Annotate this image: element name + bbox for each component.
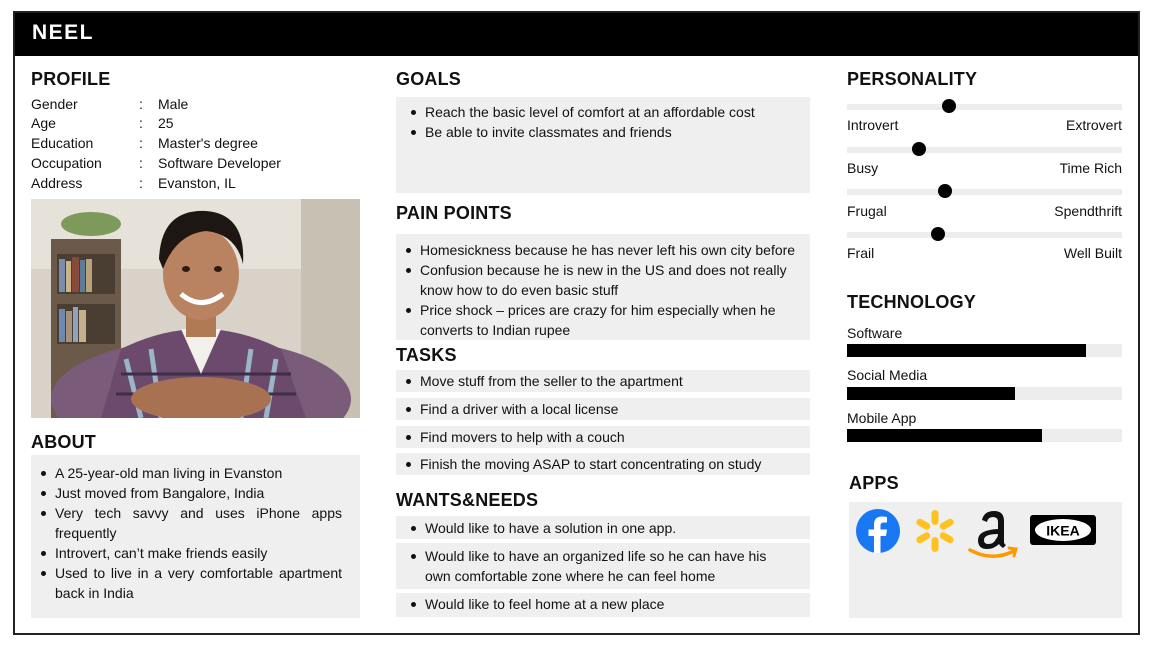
list-item: Be able to invite classmates and friends [401,122,810,142]
persona-photo [31,199,360,418]
task-item [396,426,810,448]
personality-title: PERSONALITY [847,69,978,89]
profile-key: Gender [31,96,78,112]
personality-slider [847,232,1122,238]
pain-points-list [396,234,810,340]
wants-item [396,593,810,617]
list-item: Introvert, can’t make friends easily [31,543,346,563]
tech-label: Mobile App [847,410,917,426]
tech-label: Software [847,325,903,341]
profile-title: PROFILE [31,69,111,89]
trait-left-label: Busy [847,160,879,176]
trait-left-label: Introvert [847,117,899,133]
slider-knob [931,227,945,241]
list-item: Would like to have an organized life so he can have his own comfortable zone where he can feel home [401,546,790,586]
wants-needs-title: WANTS&NEEDS [396,490,539,510]
task-item [396,453,810,475]
profile-sep: : [139,155,143,171]
list-item: Confusion because he is new in the US and does not really know how to do even basic stuff [396,260,810,300]
list-item: Homesickness because he has never left his own city before [396,240,810,260]
amazon-icon [966,506,1022,562]
profile-key: Education [31,135,94,151]
walmart-icon [912,508,958,554]
task-item [396,370,810,392]
list-item: Move stuff from the seller to the apartment [396,371,810,391]
tech-bar-fill [847,429,1042,442]
profile-sep: : [139,96,143,112]
list-item: Used to live in a very comfortable apartment back in India [31,563,346,603]
slider-knob [938,184,952,198]
personality-slider [847,147,1122,153]
profile-value: 25 [158,115,174,131]
persona-portrait-illustration [31,199,360,418]
tech-label: Social Media [847,367,928,383]
list-item: Find movers to help with a couch [396,427,810,447]
profile-sep: : [139,115,143,131]
trait-right-label: Spendthrift [1054,203,1122,219]
ikea-logo-text: IKEA [1046,522,1080,539]
wants-item [396,543,810,589]
task-item [396,398,810,420]
trait-right-label: Extrovert [1065,117,1122,133]
tech-bar-fill [847,387,1015,400]
profile-sep: : [139,175,143,191]
list-item: Find a driver with a local license [396,399,810,419]
about-title: ABOUT [31,432,96,452]
list-item: Very tech savvy and uses iPhone apps frequently [31,503,346,543]
profile-value: Male [158,96,189,112]
list-item: Just moved from Bangalore, India [31,483,346,503]
wants-item [396,516,810,539]
list-item: A 25-year-old man living in Evanston [31,463,346,483]
profile-value: Software Developer [158,155,281,171]
list-item: Finish the moving ASAP to start concentrating on study [396,454,810,474]
goals-list [396,97,810,142]
list-item: Price shock – prices are crazy for him especially when he converts to Indian rupee [396,300,810,340]
technology-title: TECHNOLOGY [847,292,977,312]
profile-key: Age [31,115,56,131]
apps-box [849,502,1122,618]
tasks-title: TASKS [396,345,457,365]
trait-right-label: Time Rich [1059,160,1122,176]
tech-bar [847,429,1122,442]
pain-points-title: PAIN POINTS [396,203,512,223]
personality-slider [847,104,1122,110]
pain-points-box [396,234,810,340]
about-list [31,455,360,603]
profile-key: Occupation [31,155,102,171]
header-bar [15,13,1138,56]
tech-bar-fill [847,344,1086,357]
list-item: Would like to have a solution in one app. [401,518,810,538]
list-item: Would like to feel home at a new place [401,594,810,614]
personality-slider [847,189,1122,195]
list-item: Reach the basic level of comfort at an affordable cost [401,102,810,122]
about-box [31,455,360,618]
apps-title: APPS [849,473,899,493]
profile-value: Master's degree [158,135,258,151]
goals-box [396,97,810,193]
tech-bar [847,387,1122,400]
facebook-icon [855,508,901,554]
trait-left-label: Frugal [847,203,887,219]
profile-value: Evanston, IL [158,175,236,191]
goals-title: GOALS [396,69,462,89]
persona-name: NEEL [32,21,95,44]
profile-key: Address [31,175,83,191]
slider-knob [912,142,926,156]
trait-left-label: Frail [847,245,875,261]
trait-right-label: Well Built [1063,245,1122,261]
ikea-icon [1030,515,1096,545]
profile-sep: : [139,135,143,151]
slider-knob [942,99,956,113]
tech-bar [847,344,1122,357]
